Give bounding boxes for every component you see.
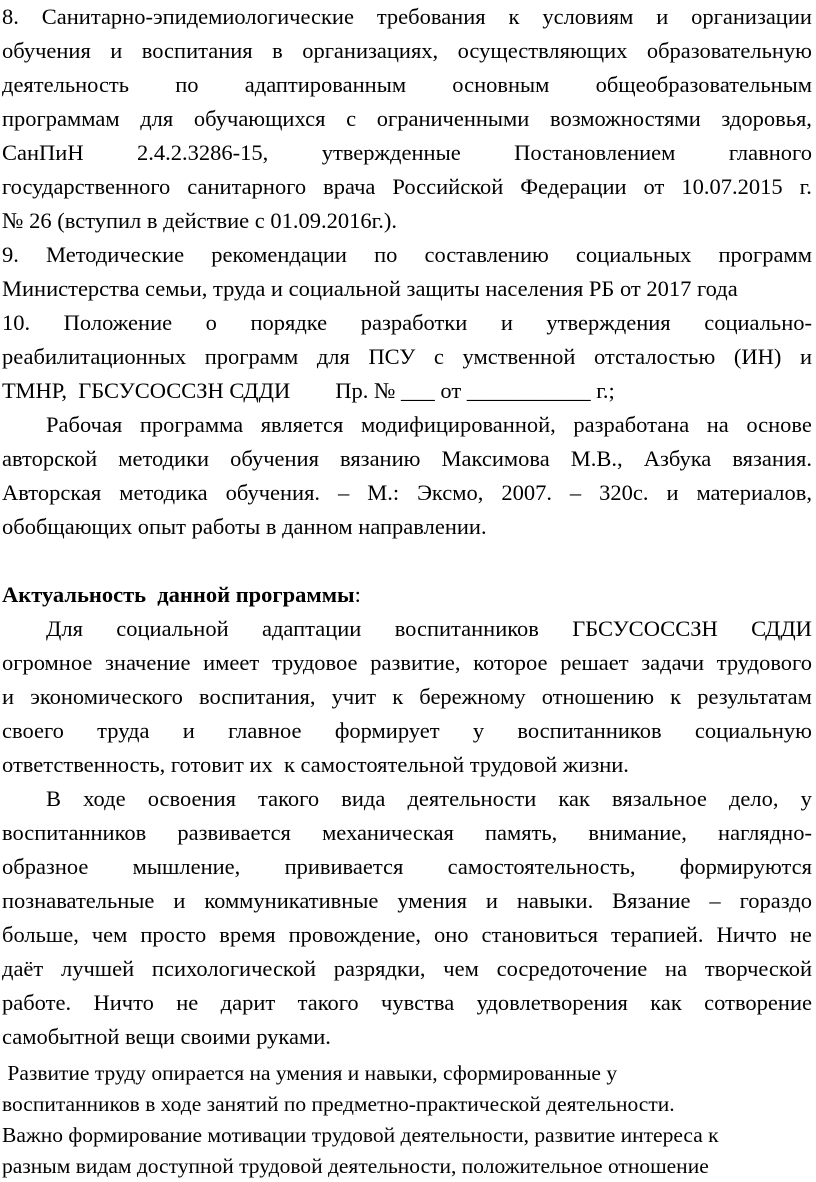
word: психологической: [151, 956, 317, 981]
word: дарит: [220, 990, 276, 1015]
word: отношению: [541, 684, 654, 709]
paragraph-2-line-5: [2, 918, 812, 952]
word: осуществляющих: [457, 38, 628, 63]
word: трудовое: [271, 650, 358, 675]
paragraph-3-line-2: воспитанников в ходе занятий по предметно-практической деятельности.: [2, 1092, 675, 1116]
word: не: [789, 922, 812, 947]
word: Постановлением: [514, 140, 676, 165]
program-note-line-4: обобщающих опыт работы в данном направлении.: [2, 514, 487, 539]
word: для: [140, 106, 174, 131]
word: М.В.,: [570, 446, 623, 471]
word: в: [272, 38, 283, 63]
word: как: [558, 786, 590, 811]
paragraph-1-line-2: [2, 646, 812, 680]
word: труда: [97, 718, 150, 743]
word: воспитания: [141, 38, 253, 63]
paragraph-3-line-1: Развитие труду опирается на умения и навыки, сформированные у: [2, 1061, 618, 1085]
word: формируются: [679, 854, 812, 879]
word: работе.: [2, 990, 72, 1015]
word: утвержденные: [321, 140, 461, 165]
word: адаптированным: [244, 72, 407, 97]
word: Азбука: [643, 446, 712, 471]
word: модифицированной,: [360, 412, 556, 437]
list-item-10-line-1: [2, 306, 812, 340]
word: материалов,: [696, 480, 812, 505]
word: 8.: [2, 4, 19, 29]
word: –: [338, 480, 350, 505]
word: удовлетворения: [476, 990, 628, 1015]
paragraph-1-line-4: [2, 714, 812, 748]
word: и: [173, 888, 186, 913]
paragraph-2-line-4: [2, 884, 812, 918]
word: внимание,: [588, 820, 687, 845]
word: Положение: [63, 310, 173, 335]
word: на: [665, 956, 688, 981]
list-item-8-line-6: [2, 170, 812, 204]
word: как: [650, 990, 682, 1015]
word: главного: [728, 140, 812, 165]
word: методики: [118, 446, 210, 471]
word: наглядно-: [718, 820, 812, 845]
word: главное: [228, 718, 302, 743]
word: у: [800, 786, 812, 811]
word: рекомендации: [211, 242, 347, 267]
word: социальной: [116, 616, 229, 641]
word: значение: [105, 650, 191, 675]
word: ходе: [83, 786, 126, 811]
word: 9.: [2, 242, 19, 267]
word: оно: [434, 922, 469, 947]
word: ГБСУСОССЗН: [572, 616, 718, 641]
word: сосредоточение: [496, 956, 648, 981]
paragraph-2-line-8: самобытной вещи своими руками.: [2, 1024, 331, 1049]
word: Российской: [392, 174, 504, 199]
word: к: [392, 684, 404, 709]
word: экономического: [30, 684, 183, 709]
word: вязания.: [732, 446, 812, 471]
paragraph-1-line-5: ответственность, готовит их к самостоятельной трудовой жизни.: [2, 752, 629, 777]
word: 2007.: [501, 480, 552, 505]
list-item-9-line-1: [2, 238, 812, 272]
list-item-8-line-3: [2, 68, 812, 102]
word: программам: [2, 106, 120, 131]
word: вида: [341, 786, 386, 811]
word: Ничто: [93, 990, 154, 1015]
paragraph-1-line-3: [2, 680, 812, 714]
word: не: [176, 990, 199, 1015]
paragraph-2-line-6: [2, 952, 812, 986]
word: к: [670, 684, 682, 709]
word: для: [316, 344, 350, 369]
word: обучения.: [225, 480, 321, 505]
word: ПСУ: [368, 344, 416, 369]
word: память,: [484, 820, 558, 845]
word: 2.4.2.3286-15,: [137, 140, 269, 165]
word: самостоятельность,: [447, 854, 636, 879]
word: разработки: [360, 310, 468, 335]
word: образовательную: [646, 38, 812, 63]
word: требования: [376, 4, 486, 29]
list-item-9-line-2: Министерства семьи, труда и социальной защиты населения РБ от 2017 года: [2, 276, 738, 301]
word: государственного: [2, 174, 171, 199]
word: чем: [91, 922, 128, 947]
word: к: [508, 4, 520, 29]
word: санитарного: [187, 174, 307, 199]
word: организации: [691, 4, 812, 29]
word: Авторская: [2, 480, 102, 505]
word: результатам: [697, 684, 812, 709]
word: навыки.: [516, 888, 594, 913]
word: деятельность: [2, 72, 130, 97]
word: 10.: [2, 310, 31, 335]
word: учит: [331, 684, 377, 709]
word: воспитанников: [394, 616, 539, 641]
word: образное: [2, 854, 89, 879]
word: развитие,: [370, 650, 461, 675]
word: вязальное: [612, 786, 707, 811]
word: реабилитационных: [2, 344, 187, 369]
word: основе: [746, 412, 812, 437]
word: трудового: [716, 650, 812, 675]
word: время: [219, 922, 276, 947]
word: 10.07.2015: [681, 174, 783, 199]
word: коммуникативные: [204, 888, 379, 913]
paragraph-2-line-2: [2, 816, 812, 850]
word: и: [656, 4, 669, 29]
word: социально-: [704, 310, 812, 335]
paragraph-2-line-1: [2, 782, 812, 816]
word: авторской: [2, 446, 98, 471]
word: Ничто: [716, 922, 777, 947]
word: программ: [204, 344, 299, 369]
word: с: [346, 106, 357, 131]
word: Для: [46, 616, 83, 641]
word: СанПиН: [2, 140, 84, 165]
word: является: [260, 412, 344, 437]
word: о: [205, 310, 217, 335]
word: по: [374, 242, 398, 267]
word: творческой: [704, 956, 812, 981]
word: здоровья,: [721, 106, 812, 131]
word: Вязание: [612, 888, 691, 913]
word: отсталостью: [593, 344, 716, 369]
word: условиям: [542, 4, 634, 29]
paragraph-3-line-4: разным видам доступной трудовой деятельности, положительное отношение: [2, 1154, 709, 1178]
word: чем: [443, 956, 479, 981]
word: воспитанников: [2, 820, 147, 845]
word: адаптации: [261, 616, 362, 641]
word: основным: [452, 72, 550, 97]
word: у: [472, 718, 485, 743]
word: Федерации: [520, 174, 627, 199]
program-note-line-3: [2, 476, 812, 510]
word: СДДИ: [751, 616, 812, 641]
word: общеобразовательным: [595, 72, 812, 97]
program-note-line-1: [2, 408, 812, 442]
word: деятельности: [407, 786, 537, 811]
word: вязанию: [340, 446, 421, 471]
word: воспитанников: [517, 718, 662, 743]
word: программ: [718, 242, 812, 267]
word: формирует: [334, 718, 440, 743]
word: терапией.: [610, 922, 704, 947]
word: программа: [139, 412, 244, 437]
word: –: [709, 888, 721, 913]
word: Эксмо,: [417, 480, 484, 505]
word: такого: [297, 990, 359, 1015]
program-note-line-2: [2, 442, 812, 476]
word: с: [433, 344, 444, 369]
word: Рабочая: [46, 412, 123, 437]
word: провождение,: [288, 922, 422, 947]
word: (ИН): [733, 344, 782, 369]
word: чувства: [381, 990, 455, 1015]
section-heading: [2, 578, 812, 612]
word: на: [706, 412, 729, 437]
word: возможностями: [549, 106, 701, 131]
word: умственной: [462, 344, 576, 369]
word: социальных: [575, 242, 692, 267]
word: и: [2, 684, 15, 709]
word: М.:: [367, 480, 400, 505]
word: от: [643, 174, 665, 199]
word: обучающихся: [193, 106, 326, 131]
word: задачи: [641, 650, 705, 675]
word: Максимова: [441, 446, 550, 471]
word: организациях,: [302, 38, 439, 63]
word: имеет: [203, 650, 260, 675]
word: которое: [473, 650, 548, 675]
word: огромное: [2, 650, 93, 675]
word: больше,: [2, 922, 79, 947]
word: по: [175, 72, 199, 97]
word: такого: [258, 786, 320, 811]
word: освоения: [147, 786, 236, 811]
list-item-8-line-5: [2, 136, 812, 170]
word: умения: [397, 888, 467, 913]
list-item-8-line-1: [2, 0, 812, 34]
list-item-8-line-2: [2, 34, 812, 68]
list-item-10-line-3: ТМНР, ГБСУСОССЗН СДДИ Пр. № ___ от ___________ г.;: [2, 378, 615, 403]
word: обучения: [2, 38, 91, 63]
paragraph-2-line-7: [2, 986, 812, 1020]
word: утверждения: [546, 310, 671, 335]
section-heading-text: Актуальность данной программы: [2, 582, 355, 607]
word: дело,: [728, 786, 779, 811]
paragraph-2-line-3: [2, 850, 812, 884]
word: познавательные: [2, 888, 155, 913]
word: составлению: [424, 242, 549, 267]
list-item-10-line-2: [2, 340, 812, 374]
word: г.: [799, 174, 812, 199]
paragraph-1-line-1: [2, 612, 812, 646]
word: и: [666, 480, 679, 505]
word: становиться: [481, 922, 598, 947]
word: методика: [119, 480, 208, 505]
word: гораздо: [739, 888, 812, 913]
word: и: [110, 38, 123, 63]
word: и: [799, 344, 812, 369]
word: мышление,: [132, 854, 241, 879]
word: лучшей: [61, 956, 135, 981]
list-item-8-line-4: [2, 102, 812, 136]
word: развивается: [177, 820, 291, 845]
word: разработана: [573, 412, 690, 437]
word: разрядки,: [333, 956, 426, 981]
word: порядке: [250, 310, 328, 335]
word: обучения: [230, 446, 319, 471]
word: и: [500, 310, 513, 335]
word: Методические: [46, 242, 185, 267]
word: даёт: [2, 956, 44, 981]
word: решает: [560, 650, 629, 675]
word: В: [46, 786, 62, 811]
word: и: [182, 718, 195, 743]
section-heading-colon: :: [354, 582, 361, 607]
word: 320с.: [599, 480, 649, 505]
word: социальную: [694, 718, 812, 743]
word: бережному: [419, 684, 526, 709]
word: воспитания,: [198, 684, 316, 709]
word: своего: [2, 718, 64, 743]
word: сотворение: [704, 990, 812, 1015]
word: –: [569, 480, 582, 505]
word: Санитарно-эпидемиологические: [41, 4, 354, 29]
list-item-8-line-7: № 26 (вступил в действие с 01.09.2016г.).: [2, 208, 398, 233]
word: и: [485, 888, 498, 913]
word: врача: [323, 174, 376, 199]
word: просто: [140, 922, 207, 947]
word: прививается: [284, 854, 404, 879]
word: ограниченными: [376, 106, 530, 131]
word: механическая: [322, 820, 454, 845]
paragraph-3-line-3: Важно формирование мотивации трудовой деятельности, развитие интереса к: [2, 1123, 719, 1147]
